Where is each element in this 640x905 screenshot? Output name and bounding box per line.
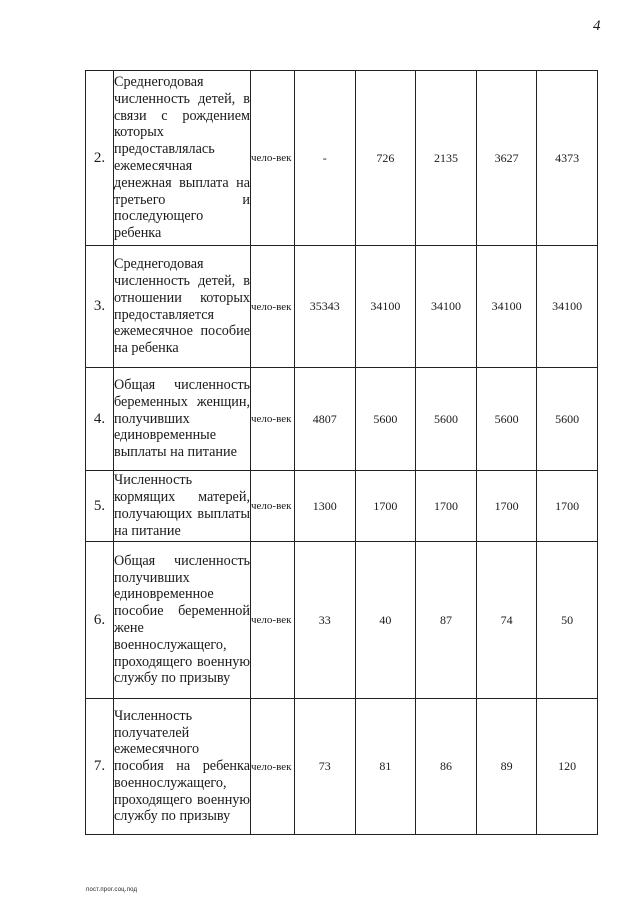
value-cell: 4807 xyxy=(295,368,356,471)
table-row xyxy=(86,699,598,835)
unit-cell: чело-век xyxy=(251,471,295,542)
value-cell: 34100 xyxy=(416,246,477,368)
indicator-name: Среднегодовая численность детей, в связи с рождением которых предоставлялась ежемесячная денежная выплата на третьего и последующего ребенка xyxy=(114,71,251,246)
value-cell: 1300 xyxy=(295,471,356,542)
row-number: 5. xyxy=(86,471,114,542)
value-cell: 2135 xyxy=(416,71,477,246)
value-cell: 5600 xyxy=(476,368,537,471)
value-cell: 50 xyxy=(537,542,598,699)
value-cell: 5600 xyxy=(355,368,416,471)
value-cell: 73 xyxy=(295,699,356,835)
unit-cell: чело-век xyxy=(251,699,295,835)
value-cell: 120 xyxy=(537,699,598,835)
value-cell: 89 xyxy=(476,699,537,835)
footer-code: пост.прог.соц.под xyxy=(86,887,138,893)
data-table xyxy=(85,70,598,835)
indicator-name: Общая численность получивших единовременное пособие беременной жене военнослужащего, проходящего военную службу по призыву xyxy=(114,542,251,699)
page-number: 4 xyxy=(593,18,601,34)
unit-cell: чело-век xyxy=(251,246,295,368)
row-number: 2. xyxy=(86,71,114,246)
value-cell: 726 xyxy=(355,71,416,246)
value-cell: 33 xyxy=(295,542,356,699)
indicator-name: Общая численность беременных женщин, получивших единовременные выплаты на питание xyxy=(114,368,251,471)
table-row xyxy=(86,368,598,471)
table-row xyxy=(86,246,598,368)
value-cell: 81 xyxy=(355,699,416,835)
value-cell: 1700 xyxy=(416,471,477,542)
value-cell: 4373 xyxy=(537,71,598,246)
unit-cell: чело-век xyxy=(251,71,295,246)
row-number: 4. xyxy=(86,368,114,471)
indicator-name: Среднегодовая численность детей, в отношении которых предоставляется ежемесячное пособие на ребенка xyxy=(114,246,251,368)
indicator-name: Численность кормящих матерей, получающих выплаты на питание xyxy=(114,471,251,542)
row-number: 7. xyxy=(86,699,114,835)
value-cell: 86 xyxy=(416,699,477,835)
table-row xyxy=(86,471,598,542)
value-cell: 5600 xyxy=(537,368,598,471)
value-cell: 5600 xyxy=(416,368,477,471)
value-cell: 87 xyxy=(416,542,477,699)
unit-cell: чело-век xyxy=(251,542,295,699)
value-cell: 34100 xyxy=(476,246,537,368)
value-cell: 74 xyxy=(476,542,537,699)
indicator-name: Численность получателей ежемесячного пособия на ребенка военнослужащего, проходящего военную службу по призыву xyxy=(114,699,251,835)
value-cell: 35343 xyxy=(295,246,356,368)
row-number: 6. xyxy=(86,542,114,699)
table-row xyxy=(86,542,598,699)
value-cell: 34100 xyxy=(537,246,598,368)
value-cell: 3627 xyxy=(476,71,537,246)
unit-cell: чело-век xyxy=(251,368,295,471)
table-row xyxy=(86,71,598,246)
value-cell: 1700 xyxy=(537,471,598,542)
value-cell: - xyxy=(295,71,356,246)
value-cell: 1700 xyxy=(355,471,416,542)
value-cell: 1700 xyxy=(476,471,537,542)
value-cell: 40 xyxy=(355,542,416,699)
row-number: 3. xyxy=(86,246,114,368)
value-cell: 34100 xyxy=(355,246,416,368)
